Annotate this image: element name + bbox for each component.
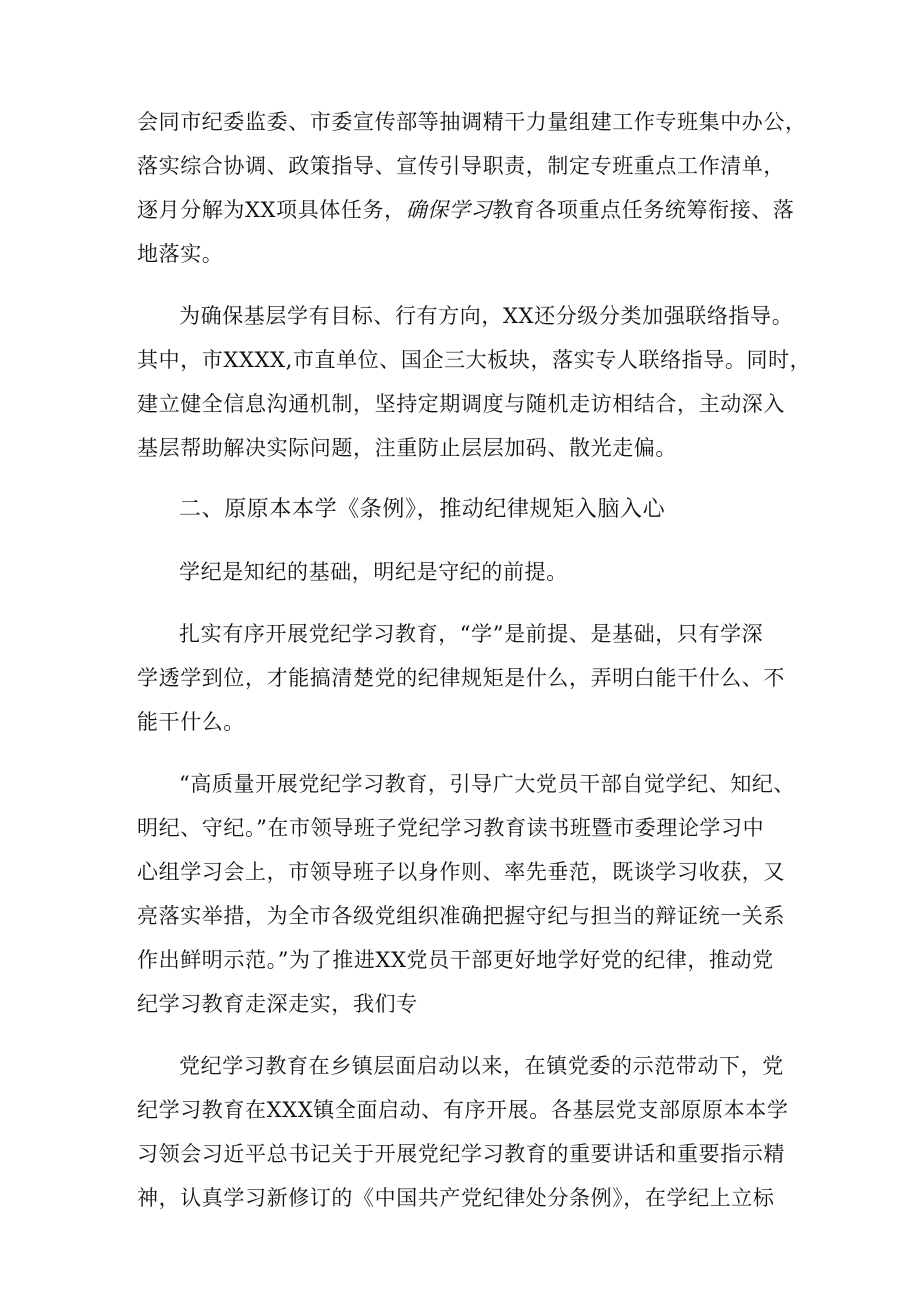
text-line (137, 188, 797, 232)
text-line: 地落实。 (137, 242, 224, 266)
text-line: 其中，市XXXX,市直单位、国企三大板块，落实专人联络指导。同时， (137, 348, 812, 372)
document-body (137, 100, 812, 1238)
text-line: 能干什么。 (137, 710, 245, 734)
text-line: 党纪学习教育在乡镇层面启动以来，在镇党委的示范带动下，党 (179, 1054, 784, 1078)
paragraph-4 (137, 612, 797, 744)
text-line: 明纪、守纪。”在市领导班子党纪学习教育读书班暨市委理论学习中 (137, 816, 765, 840)
text-line: 纪学习教育在XXX镇全面启动、有序开展。各基层党支部原原本本学 (137, 1098, 789, 1122)
text-line: 为确保基层学有目标、行有方向，XX还分级分类加强联络指导。 (179, 304, 794, 328)
text-line: 纪学习教育走深走实，我们专 (137, 992, 418, 1016)
paragraph-2 (137, 294, 812, 470)
text-segment: 逐月分解为XX项具体任务， (137, 198, 406, 222)
paragraph-5 (137, 762, 797, 1026)
italic-text-segment: 确保学习 (405, 198, 493, 222)
paragraph-1 (137, 100, 807, 276)
text-line: 学纪是知纪的基础，明纪是守纪的前提。 (179, 560, 568, 584)
text-segment: 教育各项重点任务统筹衔接、落 (492, 198, 795, 222)
text-line: 会同市纪委监委、市委宣传部等抽调精干力量组建工作专班集中办公， (137, 110, 807, 134)
text-line: 建立健全信息沟通机制，坚持定期调度与随机走访相结合，主动深入 (137, 392, 785, 416)
text-line: 神，认真学习新修订的《中国共产党纪律处分条例》，在学纪上立标 (137, 1186, 775, 1210)
paragraph-6 (137, 1044, 797, 1220)
text-line: 基层帮助解决实际问题，注重防止层层加码、散光走偏。 (137, 436, 677, 460)
text-line: 习领会习近平总书记关于开展党纪学习教育的重要讲话和重要指示精 (137, 1142, 785, 1166)
text-line: 心组学习会上，市领导班子以身作则、率先垂范，既谈学习收获，又 (137, 860, 785, 884)
text-line: 落实综合协调、政策指导、宣传引导职责，制定专班重点工作清单， (137, 154, 785, 178)
section-heading: 二、原原本本学《条例》，推动纪律规矩入脑入心 (179, 497, 666, 522)
text-line: “高质量开展党纪学习教育，引导广大党员干部自觉学纪、知纪、 (179, 772, 796, 796)
text-line: 作出鲜明示范。”为了推进XX党员干部更好地学好党的纪律，推动党 (137, 948, 774, 972)
text-line: 学透学到位，才能搞清楚党的纪律规矩是什么，弄明白能干什么、不 (137, 666, 785, 690)
text-line: 扎实有序开展党纪学习教育，“学”是前提、是基础，只有学深 (179, 622, 764, 646)
paragraph-3 (137, 550, 797, 594)
text-line: 亮落实举措，为全市各级党组织准确把握守纪与担当的辩证统一关系 (137, 904, 785, 928)
